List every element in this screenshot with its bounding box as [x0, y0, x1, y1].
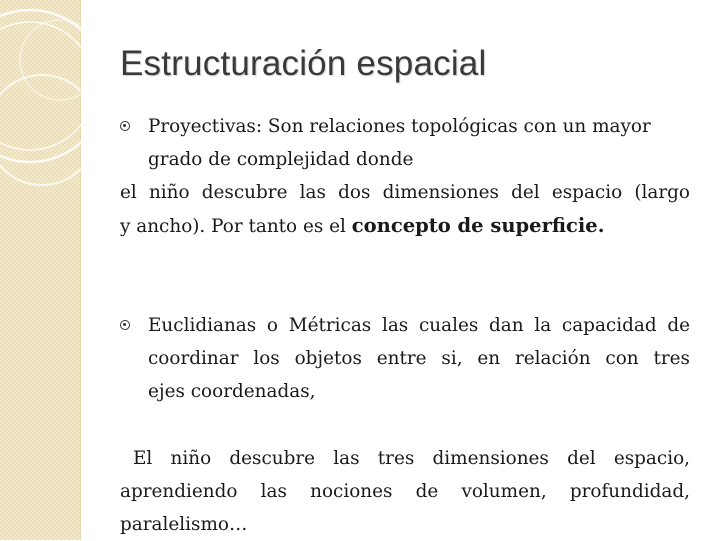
closing-line2: aprendiendo las nociones de volumen, profundidad, [120, 481, 690, 502]
bullet-icon [120, 320, 130, 330]
bullet1-line2: grado de complejidad donde [148, 149, 414, 170]
closing-line1: El niño descubre las tres dimensiones del espacio, [133, 448, 690, 469]
bullet2-line1: Euclidianas o Métricas las cuales dan la capacidad de [148, 315, 690, 336]
closing-line3: paralelismo… [120, 514, 248, 535]
slide-title: Estructuración espacial [120, 44, 487, 83]
concept-highlight: concepto de superficie. [351, 214, 605, 237]
bullet1-line1: Proyectivas: Son relaciones topológicas con un mayor [148, 116, 651, 137]
bullet1-line4-text: y ancho). Por tanto es el [120, 216, 352, 237]
bullet1-line3: el niño descubre las dos dimensiones del espacio (largo [120, 182, 690, 203]
bullet2-line2: coordinar los objetos entre si, en relación con tres [148, 348, 690, 369]
bullet2-line3: ejes coordenadas, [148, 381, 316, 402]
bullet-icon [120, 121, 130, 131]
bullet1-line4 [120, 209, 605, 243]
